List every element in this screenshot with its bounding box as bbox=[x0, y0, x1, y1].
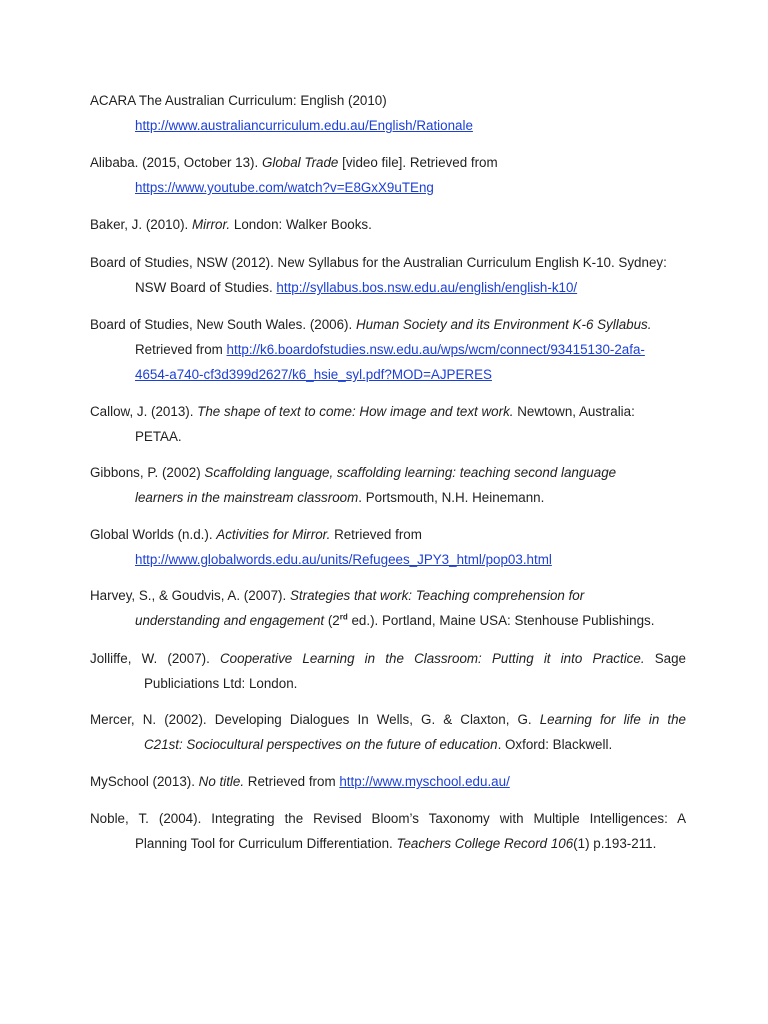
reference-text: (1) p.193-211. bbox=[573, 836, 657, 851]
reference-text: Sage bbox=[644, 651, 686, 666]
reference-text: [video file]. Retrieved from bbox=[338, 155, 498, 170]
reference-author: Gibbons, P. (2002) bbox=[90, 465, 205, 480]
reference-text: . Oxford: Blackwell. bbox=[497, 737, 613, 752]
reference-entry bbox=[90, 399, 686, 449]
reference-entry bbox=[90, 88, 686, 138]
reference-entry bbox=[90, 250, 686, 300]
reference-author: Callow, J. (2013). bbox=[90, 404, 198, 419]
reference-link[interactable]: http://www.australiancurriculum.edu.au/English/Rationale bbox=[135, 118, 473, 133]
reference-title: Human Society and its Environment K-6 Syllabus. bbox=[355, 317, 652, 332]
reference-text: London: Walker Books. bbox=[230, 217, 372, 232]
reference-link[interactable]: http://www.myschool.edu.au/ bbox=[339, 774, 510, 789]
reference-link[interactable]: http://www.globalwords.edu.au/units/Refugees_JPY3_html/pop03.html bbox=[135, 552, 552, 567]
reference-author: Harvey, S., & Goudvis, A. (2007). bbox=[90, 588, 290, 603]
reference-author: Alibaba. (2015, October 13). bbox=[90, 155, 262, 170]
reference-text: Retrieved from bbox=[244, 774, 340, 789]
reference-text: ACARA The Australian Curriculum: English (2010) bbox=[90, 93, 387, 108]
reference-text: Publiciations Ltd: London. bbox=[144, 676, 298, 691]
reference-entry bbox=[90, 646, 686, 696]
reference-entry bbox=[90, 312, 686, 387]
reference-text: Board of Studies, NSW (2012). New Syllabus for the Australian Curriculum English K-10. Sydney: bbox=[90, 255, 667, 270]
reference-author: MySchool (2013). bbox=[90, 774, 199, 789]
reference-text: . Portsmouth, N.H. Heinemann. bbox=[358, 490, 545, 505]
reference-title: C21st: Sociocultural perspectives on the future of education bbox=[144, 737, 498, 752]
reference-text: (2 bbox=[324, 613, 340, 628]
reference-entry bbox=[90, 150, 686, 200]
reference-text: Noble, T. (2004). Integrating the Revised Bloom’s Taxonomy with Multiple Intelligences: A bbox=[90, 811, 686, 826]
reference-title: learners in the mainstream classroom bbox=[135, 490, 359, 505]
reference-text: NSW Board of Studies. bbox=[135, 280, 277, 295]
reference-title: The shape of text to come: How image and text work. bbox=[197, 404, 514, 419]
reference-title: Strategies that work: Teaching comprehension for bbox=[289, 588, 585, 603]
reference-entry bbox=[90, 769, 686, 794]
reference-link[interactable]: http://syllabus.bos.nsw.edu.au/english/english-k10/ bbox=[276, 280, 578, 295]
reference-author: Baker, J. (2010). bbox=[90, 217, 192, 232]
reference-text: Planning Tool for Curriculum Differentiation. bbox=[135, 836, 397, 851]
reference-entry bbox=[90, 212, 686, 237]
reference-entry bbox=[90, 806, 686, 856]
reference-author: Mercer, N. (2002). Developing Dialogues In Wells, G. & Claxton, G. bbox=[90, 712, 540, 727]
reference-text: PETAA. bbox=[135, 429, 182, 444]
reference-author: Board of Studies, New South Wales. (2006). bbox=[90, 317, 356, 332]
reference-title: Activities for Mirror. bbox=[216, 527, 331, 542]
reference-text: Retrieved from bbox=[135, 342, 227, 357]
reference-link[interactable]: http://k6.boardofstudies.nsw.edu.au/wps/wcm/connect/93415130-2afa- bbox=[226, 342, 645, 357]
reference-title: Scaffolding language, scaffolding learning: teaching second language bbox=[204, 465, 617, 480]
reference-entry bbox=[90, 707, 686, 757]
superscript: rd bbox=[339, 612, 348, 622]
reference-entry bbox=[90, 460, 686, 510]
reference-entry bbox=[90, 522, 686, 572]
reference-link-continued[interactable]: 4654-a740-cf3d399d2627/k6_hsie_syl.pdf?MOD=AJPERES bbox=[135, 367, 492, 382]
reference-title: Mirror. bbox=[191, 217, 231, 232]
reference-title: Global Trade bbox=[261, 155, 339, 170]
reference-entry bbox=[90, 583, 686, 633]
reference-text: ed.). Portland, Maine USA: Stenhouse Publishings. bbox=[347, 613, 655, 628]
reference-link[interactable]: https://www.youtube.com/watch?v=E8GxX9uTEng bbox=[135, 180, 434, 195]
reference-author: Global Worlds (n.d.). bbox=[90, 527, 217, 542]
reference-text: Newtown, Australia: bbox=[513, 404, 635, 419]
reference-text: Retrieved from bbox=[330, 527, 422, 542]
reference-title: Teachers College Record 106 bbox=[396, 836, 574, 851]
reference-title: Learning for life in the bbox=[539, 712, 687, 727]
reference-title: No title. bbox=[198, 774, 245, 789]
reference-author: Jolliffe, W. (2007). bbox=[90, 651, 221, 666]
reference-title: Cooperative Learning in the Classroom: Putting it into Practice. bbox=[220, 651, 645, 666]
reference-title: understanding and engagement bbox=[135, 613, 325, 628]
